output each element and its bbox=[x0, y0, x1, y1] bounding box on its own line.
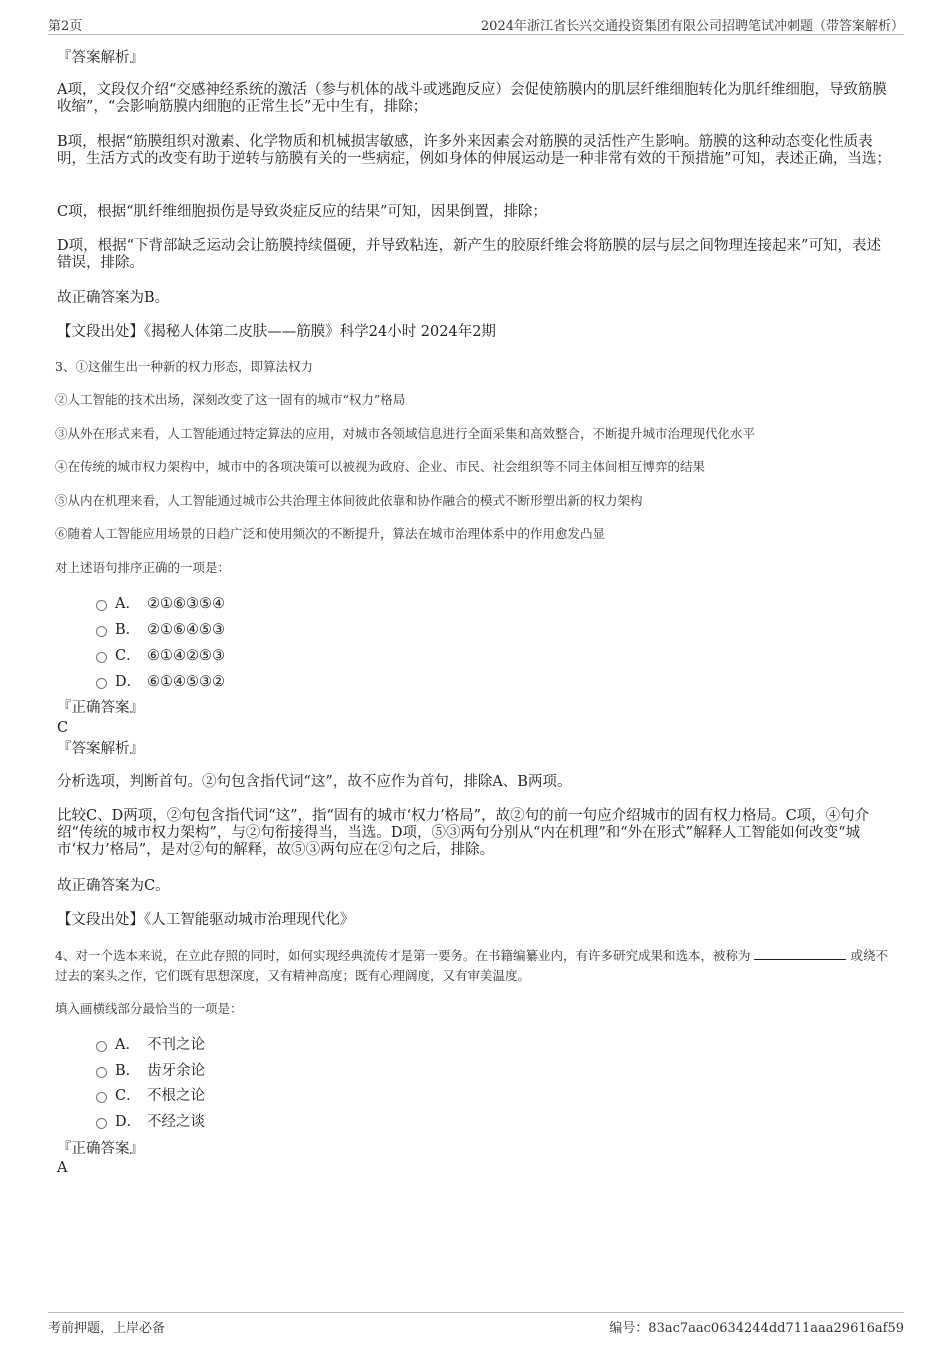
q3-answer: C bbox=[57, 720, 69, 736]
footer-slogan: 考前押题，上岸必备 bbox=[48, 1321, 166, 1336]
q3-answer-label: 『正确答案』 bbox=[57, 700, 144, 716]
q4-prompt: 填入画横线部分最恰当的一项是： bbox=[55, 1001, 243, 1016]
q3-sentence-6: ⑥随着人工智能应用场景的日趋广泛和使用频次的不断提升，算法在城市治理体系中的作用愈发凸显 bbox=[55, 526, 606, 541]
q3-prompt: 对上述语句排序正确的一项是： bbox=[55, 560, 231, 575]
page-header bbox=[48, 12, 904, 35]
q2-analysis-c: C项，根据“肌纤维细胞损伤是导致炎症反应的结果”可知，因果倒置，排除； bbox=[57, 204, 547, 220]
q2-conclusion: 故正确答案为B。 bbox=[57, 290, 170, 306]
fill-blank bbox=[754, 947, 846, 960]
q3-analysis-1: 分析选项，判断首句。②句包含指代词“这”，故不应作为首句，排除A、B两项。 bbox=[57, 774, 572, 790]
q2-source: 【文段出处】《揭秘人体第二皮肤——筋膜》科学24小时 2024年2期 bbox=[57, 324, 496, 340]
q3-sentence-1: 3、①这催生出一种新的权力形态，即算法权力 bbox=[55, 359, 313, 374]
document-code: 编号：83ac7aac0634244dd711aaa29616af59 bbox=[609, 1321, 904, 1336]
radio-icon[interactable] bbox=[96, 1041, 107, 1052]
q4-option-c[interactable]: C． 不根之论 bbox=[96, 1086, 205, 1106]
q4-stem bbox=[55, 946, 900, 986]
q3-option-c[interactable]: C． ⑥①④②⑤③ bbox=[96, 646, 225, 666]
q3-analysis-label: 『答案解析』 bbox=[57, 741, 144, 757]
q2-analysis-label: 『答案解析』 bbox=[57, 50, 144, 66]
radio-icon[interactable] bbox=[96, 600, 107, 611]
q3-option-a[interactable]: A． ②①⑥③⑤④ bbox=[96, 594, 225, 614]
q3-conclusion: 故正确答案为C。 bbox=[57, 878, 170, 894]
q4-stem-part-2: 或绕不过去的案头之作，它们既有思想深度，又有精神高度；既有心理阔度，又有审美温度。 bbox=[55, 948, 888, 983]
q2-analysis-a: A项，文段仅介绍“交感神经系统的激活（参与机体的战斗或逃跑反应）会促使筋膜内的肌层纤维细胞转化为肌纤维细胞，导致筋膜收缩”，“会影响筋膜内细胞的正常生长”无中生有，排除； bbox=[57, 82, 887, 115]
document-title: 2024年浙江省长兴交通投资集团有限公司招聘笔试冲刺题（带答案解析） bbox=[480, 19, 904, 34]
radio-icon[interactable] bbox=[96, 626, 107, 637]
q3-sentence-5: ⑤从内在机理来看，人工智能通过城市公共治理主体间彼此依靠和协作融合的模式不断形塑出新的权力架构 bbox=[55, 493, 643, 508]
q3-analysis-2: 比较C、D两项，②句包含指代词“这”，指“固有的城市‘权力’格局”，故②句的前一句应介绍城市的固有权力格局。C项，④句介绍“传统的城市权力架构”，与②句衔接得当，当选。D项，⑤③两句分别从“内在机理”和“外在形式”解释人工智能如何改变“城市‘权力’格局”，是对②句的解释，故⑤③两句应在②句之后，排除。 bbox=[57, 808, 870, 858]
radio-icon[interactable] bbox=[96, 1092, 107, 1103]
page-number: 第2页 bbox=[48, 19, 83, 34]
q3-sentence-4: ④在传统的城市权力架构中，城市中的各项决策可以被视为政府、企业、市民、社会组织等不同主体间相互博弈的结果 bbox=[55, 459, 706, 474]
q4-stem-part-1: 4、对一个选本来说，在立此存照的同时，如何实现经典流传才是第一要务。在书籍编纂业内，有许多研究成果和选本，被称为 bbox=[55, 948, 751, 963]
q3-source: 【文段出处】《人工智能驱动城市治理现代化》 bbox=[57, 912, 355, 928]
q4-answer: A bbox=[57, 1160, 68, 1176]
q2-analysis-d: D项，根据“下背部缺乏运动会让筋膜持续僵硬，并导致粘连，新产生的胶原纤维会将筋膜的层与层之间物理连接起来”可知，表述错误，排除。 bbox=[57, 238, 881, 271]
q4-answer-label: 『正确答案』 bbox=[57, 1141, 144, 1157]
radio-icon[interactable] bbox=[96, 1067, 107, 1078]
q3-option-d[interactable]: D． ⑥①④⑤③② bbox=[96, 672, 225, 692]
q4-option-a[interactable]: A． 不刊之论 bbox=[96, 1035, 205, 1055]
q3-sentence-2: ②人工智能的技术出场，深刻改变了这一固有的城市“权力”格局 bbox=[55, 392, 406, 407]
q3-sentence-3: ③从外在形式来看，人工智能通过特定算法的应用，对城市各领域信息进行全面采集和高效整合，不断提升城市治理现代化水平 bbox=[55, 426, 756, 441]
radio-icon[interactable] bbox=[96, 1118, 107, 1129]
radio-icon[interactable] bbox=[96, 652, 107, 663]
page-footer bbox=[48, 1312, 904, 1335]
radio-icon[interactable] bbox=[96, 678, 107, 689]
q4-option-b[interactable]: B． 齿牙余论 bbox=[96, 1061, 205, 1081]
q3-option-b[interactable]: B． ②①⑥④⑤③ bbox=[96, 620, 225, 640]
q4-option-d[interactable]: D． 不经之谈 bbox=[96, 1112, 205, 1132]
q2-analysis-b: B项，根据“筋膜组织对激素、化学物质和机械损害敏感，许多外来因素会对筋膜的灵活性产生影响。筋膜的这种动态变化性质表明，生活方式的改变有助于逆转与筋膜有关的一些病症，例如身体的伸展运动是一种非常有效的干预措施”可知，表述正确，当选； bbox=[57, 134, 891, 167]
